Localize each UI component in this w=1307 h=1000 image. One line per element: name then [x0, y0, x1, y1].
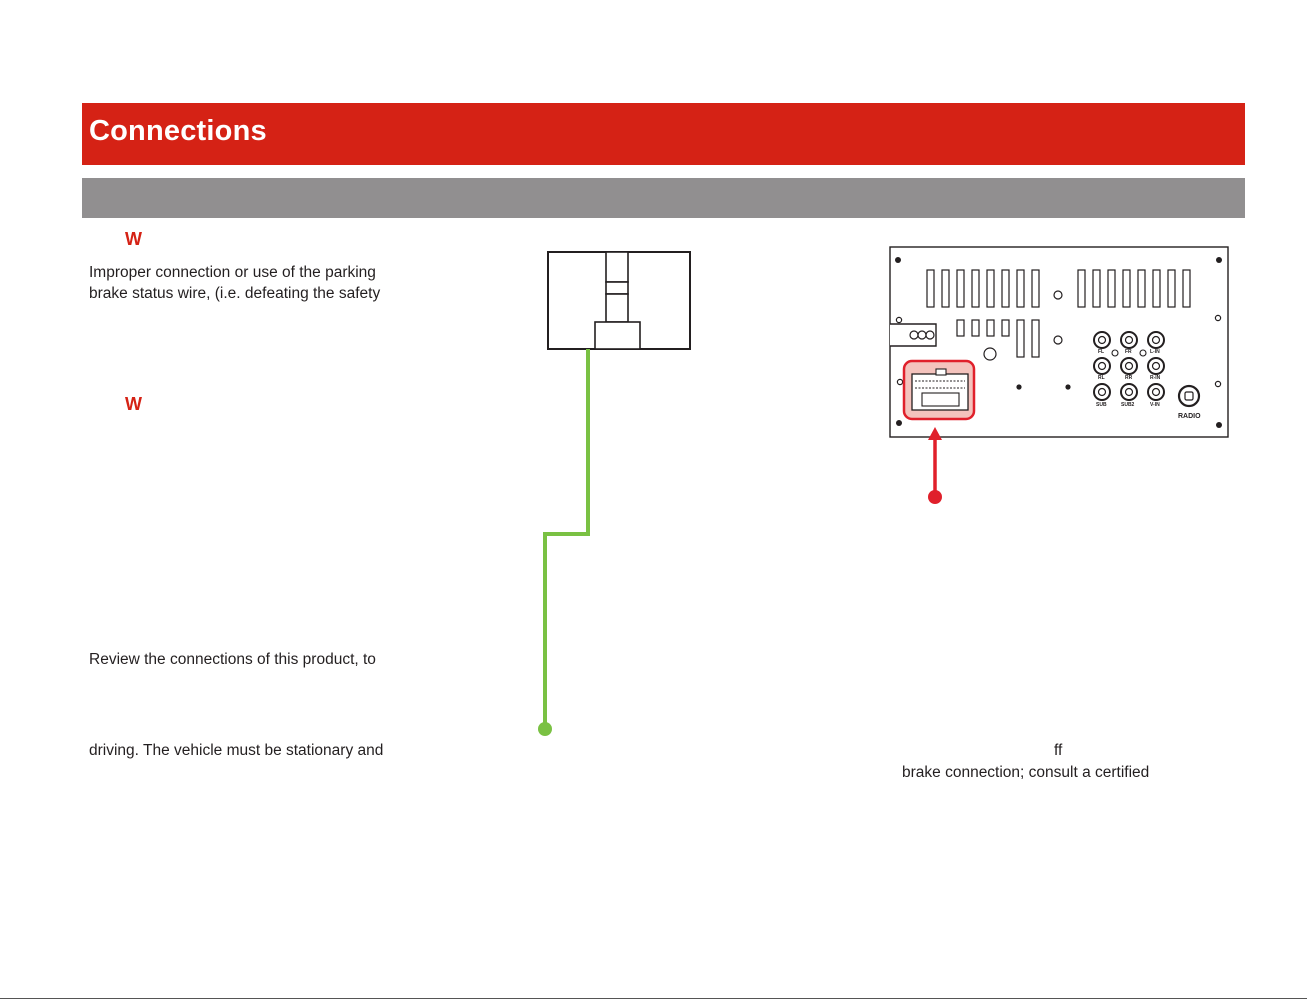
- port-icon: [984, 348, 996, 360]
- right-text-line-1: ff: [1054, 742, 1063, 759]
- warning-text-line-2: brake status wire, (i.e. defeating the safety: [89, 285, 381, 302]
- jack-label-fr: FR: [1125, 349, 1132, 355]
- rca-jacks: [1094, 332, 1164, 400]
- warning-mark-2: W: [125, 394, 142, 414]
- jack-label-l-in: L-IN: [1150, 349, 1160, 355]
- driving-text: driving. The vehicle must be stationary and: [89, 742, 384, 759]
- jack-label-fl: FL: [1098, 349, 1105, 355]
- jack-label-r-in: R-IN: [1150, 375, 1161, 381]
- jack-label-rr: RR: [1125, 375, 1133, 381]
- review-text: Review the connections of this product, to: [89, 651, 376, 668]
- screw-icon: [1054, 336, 1062, 344]
- screw-icon: [1054, 291, 1062, 299]
- harness-connector-highlight: [904, 361, 974, 419]
- jack-label-sub: SUB: [1096, 402, 1107, 408]
- side-plug-icon: [890, 324, 936, 346]
- page-title: Connections: [89, 115, 267, 147]
- pointer-arrow: [928, 427, 942, 504]
- antenna-jack-icon: [1179, 386, 1199, 406]
- jack-label-sub2: SUB2: [1121, 402, 1135, 408]
- jack-label-rl: RL: [1098, 375, 1105, 381]
- footer-rule: [0, 998, 1307, 999]
- right-text-line-2: brake connection; consult a certified: [902, 764, 1150, 781]
- warning-mark-1: W: [125, 229, 142, 249]
- radio-label: RADIO: [1178, 413, 1201, 420]
- warning-text-line-1: Improper connection or use of the parking: [89, 264, 376, 281]
- jack-label-v-in: V-IN: [1150, 402, 1160, 408]
